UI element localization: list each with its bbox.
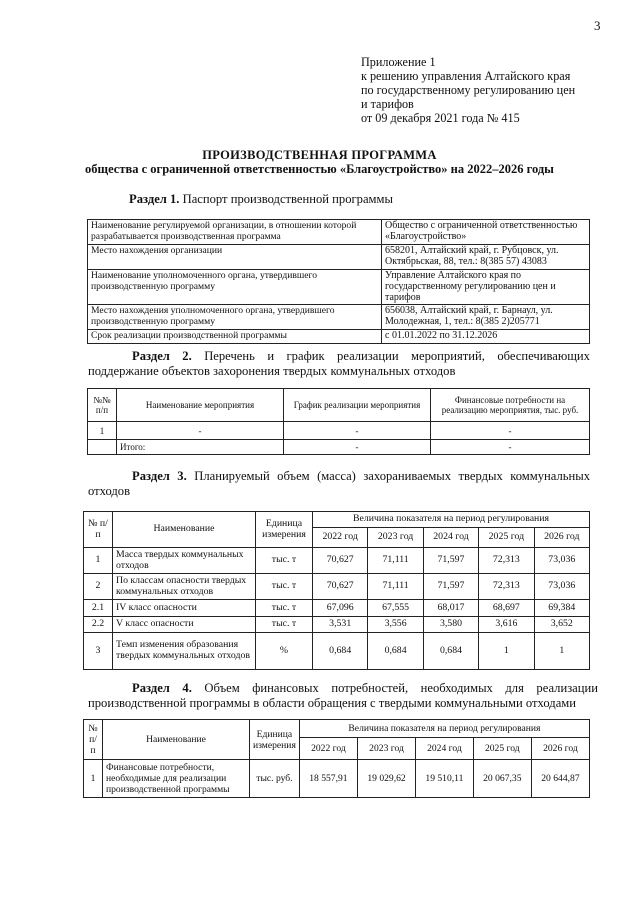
table-cell: Финансовые потребности, необходимые для реализации производственной программы xyxy=(103,760,250,798)
table-cell: 1 xyxy=(534,633,589,670)
appendix-line: и тарифов xyxy=(361,97,414,111)
section-2-heading xyxy=(88,349,590,379)
table-cell: 3 xyxy=(84,633,113,670)
table-cell: 68,017 xyxy=(423,600,478,617)
table-cell: 658201, Алтайский край, г. Рубцовск, ул. Октябрьская, 88, тел.: 8(385 57) 43083 xyxy=(382,245,590,270)
table-cell: 3,556 xyxy=(368,617,423,633)
table-header: № п/п xyxy=(84,512,113,548)
table-header: 2025 год xyxy=(473,738,531,760)
table-cell xyxy=(88,440,117,455)
table-header: 2024 год xyxy=(423,528,478,548)
table-cell: 3,652 xyxy=(534,617,589,633)
table-cell: Темп изменения образования твердых коммунальных отходов xyxy=(113,633,256,670)
table-cell: 67,555 xyxy=(368,600,423,617)
table-cell: 72,313 xyxy=(479,574,534,600)
document-title xyxy=(0,148,639,176)
table-row xyxy=(84,617,590,633)
table-row xyxy=(88,270,590,305)
table-header-row xyxy=(84,720,590,738)
table-cell: 3,580 xyxy=(423,617,478,633)
table-header: №№ п/п xyxy=(88,389,117,422)
table-cell: 71,597 xyxy=(423,574,478,600)
appendix-line: по государственному регулированию цен xyxy=(361,83,576,97)
table-cell: 1 xyxy=(84,760,103,798)
table-row xyxy=(84,633,590,670)
table-cell: 67,096 xyxy=(313,600,368,617)
table-cell: 19 510,11 xyxy=(416,760,474,798)
table-header: 2022 год xyxy=(299,738,357,760)
appendix-line: к решению управления Алтайского края xyxy=(361,69,571,83)
table-row xyxy=(88,422,590,440)
table-cell: 20 644,87 xyxy=(531,760,589,798)
table-cell: Срок реализации производственной программы xyxy=(88,330,382,344)
section-1-text: Паспорт производственной программы xyxy=(182,192,393,206)
appendix-line: от 09 декабря 2021 года № 415 xyxy=(361,111,520,125)
table-cell: - xyxy=(431,422,590,440)
table-cell: тыс. т xyxy=(256,574,313,600)
table-cell: 69,384 xyxy=(534,600,589,617)
title-line-2: общества с ограниченной ответственностью «Благоустройство» на 2022–2026 годы xyxy=(85,162,554,176)
table-cell: Место нахождения уполномоченного органа, утвердившего производственную программу xyxy=(88,305,382,330)
table-cell: 1 xyxy=(88,422,117,440)
table-header-row xyxy=(88,389,590,422)
table-cell: 70,627 xyxy=(313,548,368,574)
volume-table xyxy=(83,511,590,670)
table-cell: 70,627 xyxy=(313,574,368,600)
table-row xyxy=(88,440,590,455)
table-cell: Масса твердых коммунальных отходов xyxy=(113,548,256,574)
section-2-text: Перечень и график реализации мероприятий, обеспечивающих поддержание объектов захоронения твердых коммунальных отходов xyxy=(88,349,590,378)
passport-table xyxy=(87,219,590,344)
table-header: Единица измерения xyxy=(256,512,313,548)
table-cell: По классам опасности твердых коммунальных отходов xyxy=(113,574,256,600)
finance-table xyxy=(83,719,590,798)
table-row xyxy=(84,760,590,798)
table-header: Единица измерения xyxy=(250,720,300,760)
table-cell: Наименование регулируемой организации, в отношении которой разрабатывается производственная программа xyxy=(88,220,382,245)
table-row xyxy=(88,245,590,270)
table-cell: Итого: xyxy=(117,440,284,455)
section-4-label: Раздел 4. xyxy=(132,681,192,695)
table-cell: 656038, Алтайский край, г. Барнаул, ул. Молодежная, 1, тел.: 8(385 2)205771 xyxy=(382,305,590,330)
table-cell: 73,036 xyxy=(534,548,589,574)
table-cell: 0,684 xyxy=(368,633,423,670)
table-cell: Место нахождения организации xyxy=(88,245,382,270)
table-cell: 2.2 xyxy=(84,617,113,633)
title-line-1: ПРОИЗВОДСТВЕННАЯ ПРОГРАММА xyxy=(202,148,437,162)
section-1-label: Раздел 1. xyxy=(129,192,180,206)
table-header: 2026 год xyxy=(531,738,589,760)
table-cell: 19 029,62 xyxy=(357,760,415,798)
table-header: Финансовые потребности на реализацию мероприятия, тыс. руб. xyxy=(431,389,590,422)
table-cell: 68,697 xyxy=(479,600,534,617)
table-header: 2022 год xyxy=(313,528,368,548)
table-cell: Общество с ограниченной ответственностью «Благоустройство» xyxy=(382,220,590,245)
table-row xyxy=(84,548,590,574)
table-header: 2025 год xyxy=(479,528,534,548)
table-cell: 1 xyxy=(479,633,534,670)
table-cell: 2.1 xyxy=(84,600,113,617)
page-number: 3 xyxy=(594,18,601,33)
table-cell: - xyxy=(284,440,431,455)
table-header: 2026 год xyxy=(534,528,589,548)
table-header: Наименование мероприятия xyxy=(117,389,284,422)
table-header: 2023 год xyxy=(357,738,415,760)
table-cell: 18 557,91 xyxy=(299,760,357,798)
table-row xyxy=(84,574,590,600)
table-cell: - xyxy=(284,422,431,440)
table-row xyxy=(84,600,590,617)
section-1-heading xyxy=(129,192,393,207)
table-header: График реализации мероприятия xyxy=(284,389,431,422)
table-cell: тыс. т xyxy=(256,600,313,617)
section-3-heading xyxy=(88,469,590,499)
table-cell: Наименование уполномоченного органа, утвердившего производственную программу xyxy=(88,270,382,305)
table-header: Наименование xyxy=(103,720,250,760)
table-row xyxy=(88,330,590,344)
section-2-label: Раздел 2. xyxy=(132,349,192,363)
table-cell: 73,036 xyxy=(534,574,589,600)
table-cell: с 01.01.2022 по 31.12.2026 xyxy=(382,330,590,344)
table-row xyxy=(88,220,590,245)
table-cell: 0,684 xyxy=(423,633,478,670)
appendix-note xyxy=(361,55,575,125)
table-cell: 71,597 xyxy=(423,548,478,574)
table-cell: тыс. т xyxy=(256,617,313,633)
appendix-line: Приложение 1 xyxy=(361,55,436,69)
section-3-label: Раздел 3. xyxy=(132,469,187,483)
table-cell: % xyxy=(256,633,313,670)
section-4-heading xyxy=(88,681,598,711)
table-cell: 71,111 xyxy=(368,574,423,600)
table-cell: - xyxy=(431,440,590,455)
section-4-text: Объем финансовых потребностей, необходимых для реализации производственной программы в области обращения с твердыми коммунальными отходами xyxy=(88,681,598,710)
table-header: Величина показателя на период регулирования xyxy=(299,720,589,738)
table-cell: 3,531 xyxy=(313,617,368,633)
table-cell: IV класс опасности xyxy=(113,600,256,617)
table-cell: Управление Алтайского края по государственному регулированию цен и тарифов xyxy=(382,270,590,305)
table-header: 2024 год xyxy=(416,738,474,760)
table-header-row xyxy=(84,512,590,528)
table-header: № п/ п xyxy=(84,720,103,760)
table-cell: 0,684 xyxy=(313,633,368,670)
table-row xyxy=(88,305,590,330)
table-header: 2023 год xyxy=(368,528,423,548)
table-cell: 72,313 xyxy=(479,548,534,574)
measures-table xyxy=(87,388,590,455)
table-cell: 3,616 xyxy=(479,617,534,633)
table-cell: - xyxy=(117,422,284,440)
table-cell: 20 067,35 xyxy=(473,760,531,798)
table-cell: тыс. руб. xyxy=(250,760,300,798)
table-cell: V класс опасности xyxy=(113,617,256,633)
table-cell: 1 xyxy=(84,548,113,574)
table-cell: 71,111 xyxy=(368,548,423,574)
table-cell: тыс. т xyxy=(256,548,313,574)
table-header: Наименование xyxy=(113,512,256,548)
section-3-text: Планируемый объем (масса) захораниваемых твердых коммунальных отходов xyxy=(88,469,590,498)
table-cell: 2 xyxy=(84,574,113,600)
table-header: Величина показателя на период регулирования xyxy=(313,512,590,528)
